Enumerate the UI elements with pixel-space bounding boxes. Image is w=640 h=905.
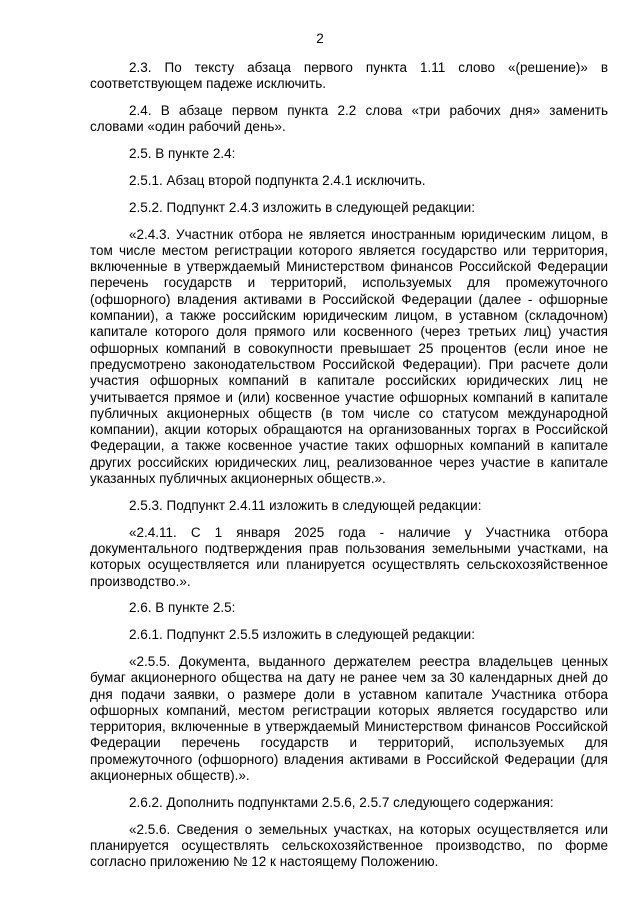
page-number: 2 [316, 31, 324, 46]
paragraph-2-4: 2.4. В абзаце первом пункта 2.2 слова «три рабочих дня» заменить словами «один рабочий день». [90, 103, 608, 135]
quote-2-4-11: «2.4.11. С 1 января 2025 года - наличие у Участника отбора документального подтверждения прав пользования земельными участками, на которых осуществляется или планируется осуществлять сельскохозяйственное производство.». [90, 524, 608, 589]
paragraph-2-6-2: 2.6.2. Дополнить подпунктами 2.5.6, 2.5.7 следующего содержания: [129, 794, 554, 810]
paragraph-2-6-1: 2.6.1. Подпункт 2.5.5 изложить в следующей редакции: [129, 627, 475, 643]
quote-2-4-3: «2.4.3. Участник отбора не является иностранным юридическим лицом, в том числе местом регистрации которого является государство или территория, включенные в утверждаемый Министерством финансов Российской Федерации перечень государств и территорий, используемых для промежуточного (офшорного) владения активами в Российской Федерации (далее - офшорные компании), а также российским юридическим лицом, в уставном (складочном) капитале которого доля прямого или косвенного (через третьих лиц) участия офшорных компаний в совокупности превышает 25 процентов (если иное не предусмотрено законодательством Российской Федерации). При расчете доли участия офшорных компаний в капитале российских юридических лиц не учитывается прямое и (или) косвенное участие офшорных компаний в капитале публичных акционерных обществ (в том числе со статусом международной компании), акции которых обращаются на организованных торгах в Российской Федерации, а также косвенное участие таких офшорных компаний в капитале других российских юридических лиц, реализованное через участие в капитале указанных публичных акционерных обществ.». [90, 226, 608, 487]
quote-2-5-6: «2.5.6. Сведения о земельных участках, на которых осуществляется или планируется осуществлять сельскохозяйственное производство, по форме согласно приложению № 12 к настоящему Положению. [90, 821, 608, 870]
quote-2-5-5: «2.5.5. Документа, выданного держателем реестра владельцев ценных бумаг акционерного общества на дату не ранее чем за 30 календарных дней до дня подачи заявки, о размере доли в уставном капитале Участника отбора офшорных компаний, местом регистрации которых является государство или территория, включенные в утверждаемый Министерством финансов Российской Федерации перечень государств и территорий, используемых для промежуточного (офшорного) владения активами в Российской Федерации (для акционерных обществ).». [90, 653, 608, 783]
document-body [90, 60, 608, 870]
paragraph-2-3: 2.3. По тексту абзаца первого пункта 1.11 слово «(решение)» в соответствующем падеже исключить. [90, 60, 608, 92]
paragraph-2-5: 2.5. В пункте 2.4: [129, 146, 236, 162]
paragraph-2-5-3: 2.5.3. Подпункт 2.4.11 изложить в следующей редакции: [129, 497, 482, 513]
paragraph-2-6: 2.6. В пункте 2.5: [129, 600, 236, 616]
paragraph-2-5-2: 2.5.2. Подпункт 2.4.3 изложить в следующей редакции: [129, 199, 475, 215]
paragraph-2-5-1: 2.5.1. Абзац второй подпункта 2.4.1 исключить. [129, 172, 426, 188]
